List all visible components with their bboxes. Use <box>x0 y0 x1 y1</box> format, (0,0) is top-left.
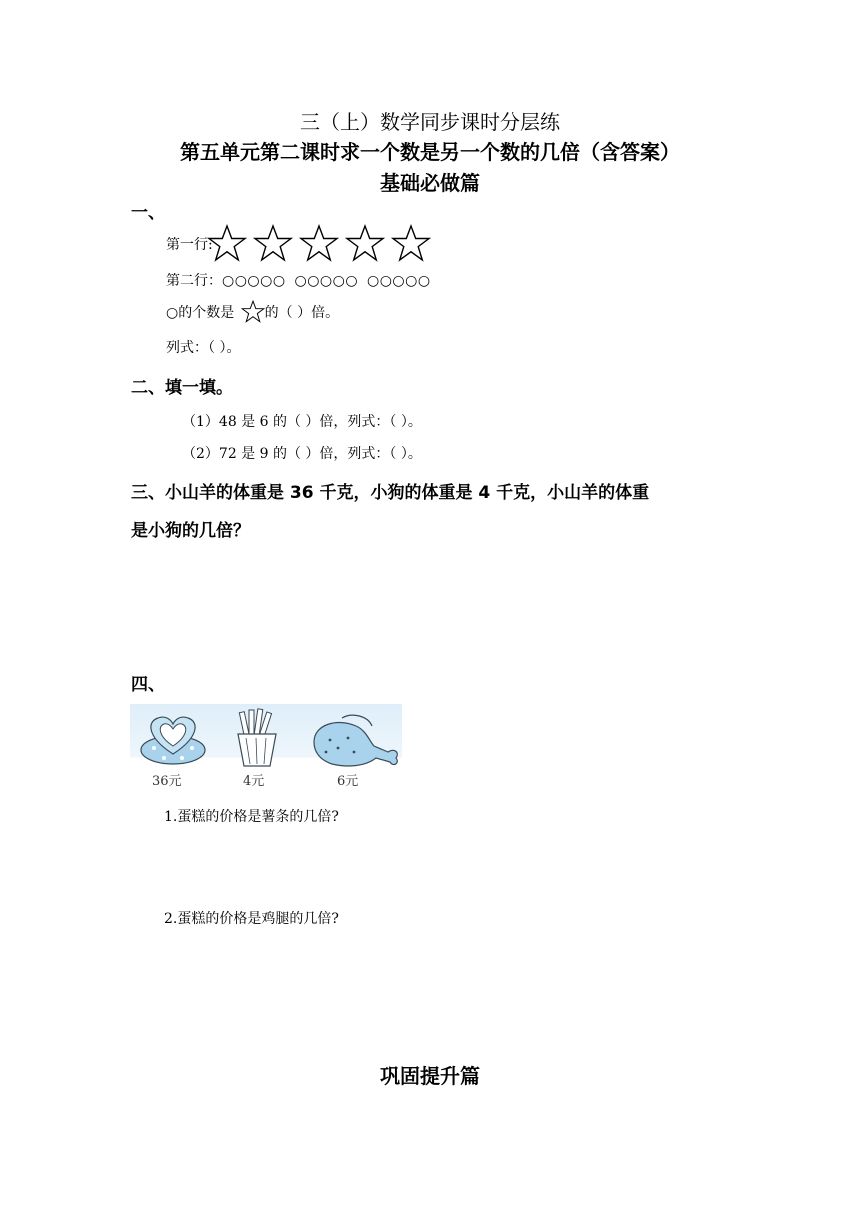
q1-heading: 一、 <box>131 203 165 223</box>
q4-sub-question-1: 1.蛋糕的价格是薯条的几倍? <box>164 809 339 825</box>
price-fries: 4元 <box>243 774 265 789</box>
q1-row1 <box>166 224 437 264</box>
star-icon <box>299 224 339 264</box>
q1-question-suffix: 的（ ）倍。 <box>264 305 340 321</box>
q3-line1: 三、小山羊的体重是 36 千克，小狗的体重是 4 千克，小山羊的体重 <box>131 483 650 503</box>
cake-icon <box>138 708 208 770</box>
star-icon <box>391 224 431 264</box>
q2-item-2: （2）72 是 9 的（ ）倍，列式：（ ）。 <box>182 446 422 462</box>
star-row <box>207 236 437 252</box>
star-icon <box>241 300 265 324</box>
fries-icon <box>234 708 280 768</box>
food-price-image <box>130 704 402 792</box>
q2-item-1: （1）48 是 6 的（ ）倍，列式：（ ）。 <box>182 414 422 430</box>
q1-formula: 列式：（ ）。 <box>166 340 241 356</box>
star-icon <box>253 224 293 264</box>
page-title-line1: 三（上）数学同步课时分层练 <box>300 110 560 134</box>
circle-group-2: ○○○○○ <box>294 273 359 289</box>
q1-row2 <box>166 270 431 290</box>
circle-group-1: ○○○○○ <box>222 273 286 289</box>
price-chicken: 6元 <box>337 774 359 789</box>
q3-line2: 是小狗的几倍？ <box>131 521 250 541</box>
chicken-leg-icon <box>308 712 404 772</box>
q1-question <box>166 300 339 324</box>
q2-heading: 二、填一填。 <box>131 378 233 398</box>
q4-heading: 四、 <box>131 675 165 695</box>
row2-label: 第二行： <box>166 273 222 289</box>
star-icon <box>345 224 385 264</box>
q4-sub-question-2: 2.蛋糕的价格是鸡腿的几倍? <box>164 911 339 927</box>
star-icon <box>207 224 247 264</box>
q1-question-prefix: ○的个数是 <box>166 305 235 321</box>
section-title-basic: 基础必做篇 <box>380 171 480 195</box>
price-cake: 36元 <box>152 774 182 789</box>
row1-label: 第一行: <box>166 237 213 253</box>
page-title-line2: 第五单元第二课时求一个数是另一个数的几倍（含答案） <box>180 140 680 164</box>
circle-group-3: ○○○○○ <box>367 273 431 289</box>
section-title-advanced: 巩固提升篇 <box>380 1064 480 1088</box>
